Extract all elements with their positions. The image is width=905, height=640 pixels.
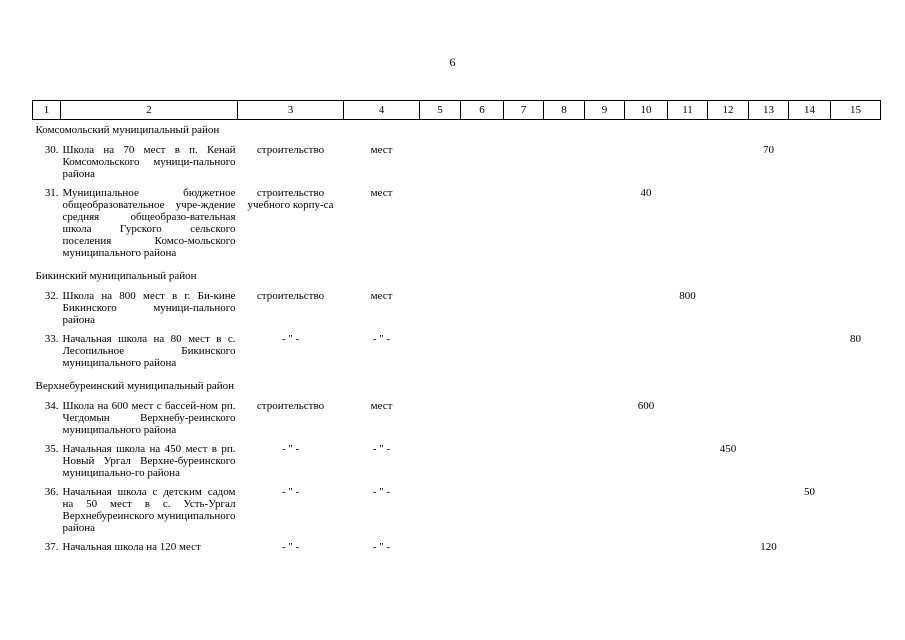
empty-cell	[420, 333, 461, 376]
unit-of-measure: мест	[370, 144, 393, 156]
empty-cell	[461, 144, 504, 187]
empty-cell	[708, 187, 749, 266]
empty-cell	[585, 541, 625, 560]
empty-cell	[708, 144, 749, 187]
header-cell: 12	[708, 101, 749, 120]
empty-cell	[831, 400, 881, 443]
empty-cell	[544, 541, 585, 560]
table-row	[33, 400, 881, 443]
empty-cell	[668, 187, 708, 266]
empty-cell	[461, 187, 504, 266]
object-name: Школа на 800 мест в г. Би-кине Бикинского муници-пального района	[62, 290, 236, 326]
empty-cell	[831, 486, 881, 541]
empty-cell	[668, 541, 708, 560]
empty-cell	[831, 290, 881, 333]
unit-of-measure: - " -	[372, 486, 391, 498]
header-cell: 7	[504, 101, 544, 120]
empty-cell	[585, 333, 625, 376]
empty-cell	[749, 187, 789, 266]
empty-cell	[668, 333, 708, 376]
object-name: Школа на 70 мест в п. Кенай Комсомольского муници-пального района	[62, 144, 236, 180]
header-cell: 14	[789, 101, 831, 120]
unit-of-measure: мест	[370, 290, 393, 302]
program-table	[32, 100, 881, 560]
empty-cell	[504, 144, 544, 187]
empty-cell	[504, 443, 544, 486]
empty-cell	[544, 187, 585, 266]
district-title: Бикинский муниципальный район	[35, 270, 197, 282]
row-number: 33.	[44, 333, 59, 345]
unit-of-measure: - " -	[372, 443, 391, 455]
capacity-value: 120	[760, 541, 777, 553]
capacity-value: 450	[719, 443, 737, 455]
header-cell: 8	[544, 101, 585, 120]
table-row	[33, 144, 881, 187]
empty-cell	[831, 187, 881, 266]
empty-cell	[585, 443, 625, 486]
object-name: Начальная школа с детским садом на 50 мест в с. Усть-Ургал Верхнебуреинского муниципального района	[62, 486, 236, 534]
empty-cell	[420, 144, 461, 187]
row-number: 34.	[44, 400, 59, 412]
capacity-value: 600	[637, 400, 655, 412]
header-cell: 13	[749, 101, 789, 120]
empty-cell	[461, 486, 504, 541]
unit-of-measure: - " -	[372, 333, 391, 345]
header-cell: 4	[344, 101, 420, 120]
empty-cell	[668, 443, 708, 486]
empty-cell	[749, 400, 789, 443]
empty-cell	[461, 400, 504, 443]
empty-cell	[420, 443, 461, 486]
work-type: строительство учебного корпу-са	[247, 187, 334, 211]
table-row	[33, 187, 881, 266]
table-row	[33, 290, 881, 333]
work-type: - " -	[281, 541, 300, 553]
empty-cell	[625, 333, 668, 376]
header-cell: 1	[33, 101, 61, 120]
empty-cell	[749, 290, 789, 333]
empty-cell	[789, 443, 831, 486]
empty-cell	[789, 541, 831, 560]
empty-cell	[504, 187, 544, 266]
empty-cell	[504, 486, 544, 541]
empty-cell	[708, 290, 749, 333]
empty-cell	[749, 333, 789, 376]
empty-cell	[708, 333, 749, 376]
work-type: строительство	[256, 144, 325, 156]
empty-cell	[585, 290, 625, 333]
empty-cell	[504, 290, 544, 333]
empty-cell	[668, 400, 708, 443]
empty-cell	[585, 144, 625, 187]
empty-cell	[544, 486, 585, 541]
empty-cell	[625, 144, 668, 187]
capacity-value: 800	[679, 290, 696, 302]
header-cell: 11	[668, 101, 708, 120]
district-row	[33, 120, 881, 145]
capacity-value: 70	[763, 144, 774, 156]
row-number: 30.	[44, 144, 59, 156]
empty-cell	[420, 400, 461, 443]
work-type: - " -	[281, 486, 300, 498]
work-type: - " -	[281, 443, 300, 455]
object-name: Школа на 600 мест с бассей-ном рп. Чегдомын Верхнебу-реинского муниципального района	[62, 400, 236, 436]
object-name: Муниципальное бюджетное общеобразовательное учре-ждение средняя общеобразо-вательная школа Гурского сельского поселения Комсо-мольского муниципального района	[62, 187, 236, 259]
empty-cell	[749, 443, 789, 486]
empty-cell	[461, 290, 504, 333]
empty-cell	[420, 486, 461, 541]
empty-cell	[789, 333, 831, 376]
district-row	[33, 266, 881, 290]
empty-cell	[544, 290, 585, 333]
header-cell: 6	[461, 101, 504, 120]
row-number: 35.	[44, 443, 59, 455]
empty-cell	[789, 290, 831, 333]
empty-cell	[831, 443, 881, 486]
empty-cell	[625, 486, 668, 541]
empty-cell	[420, 541, 461, 560]
unit-of-measure: - " -	[372, 541, 391, 553]
object-name: Начальная школа на 80 мест в с. Лесопильное Бикинского муниципального района	[62, 333, 236, 369]
empty-cell	[461, 333, 504, 376]
empty-cell	[420, 187, 461, 266]
header-cell: 15	[831, 101, 881, 120]
work-type: строительство	[256, 290, 325, 302]
empty-cell	[420, 290, 461, 333]
capacity-value: 40	[640, 187, 652, 199]
table-body	[33, 120, 881, 561]
object-name: Начальная школа на 120 мест	[62, 541, 201, 553]
empty-cell	[625, 541, 668, 560]
empty-cell	[504, 400, 544, 443]
empty-cell	[668, 144, 708, 187]
work-type: - " -	[281, 333, 300, 345]
row-number: 36.	[44, 486, 59, 498]
empty-cell	[708, 486, 749, 541]
empty-cell	[831, 541, 881, 560]
district-title: Верхнебуреинский муниципальный район	[35, 380, 235, 392]
table-row	[33, 443, 881, 486]
page-number: 6	[449, 55, 456, 69]
empty-cell	[504, 333, 544, 376]
unit-of-measure: мест	[370, 187, 393, 199]
empty-cell	[544, 144, 585, 187]
district-title: Комсомольский муниципальный район	[35, 124, 220, 136]
empty-cell	[461, 443, 504, 486]
empty-cell	[461, 541, 504, 560]
empty-cell	[544, 443, 585, 486]
empty-cell	[585, 486, 625, 541]
empty-cell	[504, 541, 544, 560]
object-name: Начальная школа на 450 мест в рп. Новый Ургал Верхне-буреинского муниципально-го района	[62, 443, 236, 479]
table-row	[33, 333, 881, 376]
empty-cell	[708, 541, 749, 560]
row-number: 37.	[44, 541, 59, 553]
empty-cell	[544, 400, 585, 443]
capacity-value: 80	[850, 333, 861, 345]
empty-cell	[749, 486, 789, 541]
work-type: строительство	[256, 400, 325, 412]
empty-cell	[708, 400, 749, 443]
unit-of-measure: мест	[370, 400, 393, 412]
empty-cell	[544, 333, 585, 376]
header-cell: 2	[61, 101, 238, 120]
header-row	[33, 101, 881, 120]
empty-cell	[625, 443, 668, 486]
row-number: 31.	[44, 187, 59, 199]
district-row	[33, 376, 881, 400]
empty-cell	[831, 144, 881, 187]
header-cell: 10	[625, 101, 668, 120]
empty-cell	[585, 187, 625, 266]
header-cell: 9	[585, 101, 625, 120]
empty-cell	[585, 400, 625, 443]
header-cell: 3	[238, 101, 344, 120]
empty-cell	[668, 486, 708, 541]
row-number: 32.	[44, 290, 59, 302]
empty-cell	[789, 144, 831, 187]
capacity-value: 50	[804, 486, 815, 498]
empty-cell	[789, 400, 831, 443]
table-row	[33, 486, 881, 541]
table-row	[33, 541, 881, 560]
header-cell: 5	[420, 101, 461, 120]
empty-cell	[625, 290, 668, 333]
empty-cell	[789, 187, 831, 266]
